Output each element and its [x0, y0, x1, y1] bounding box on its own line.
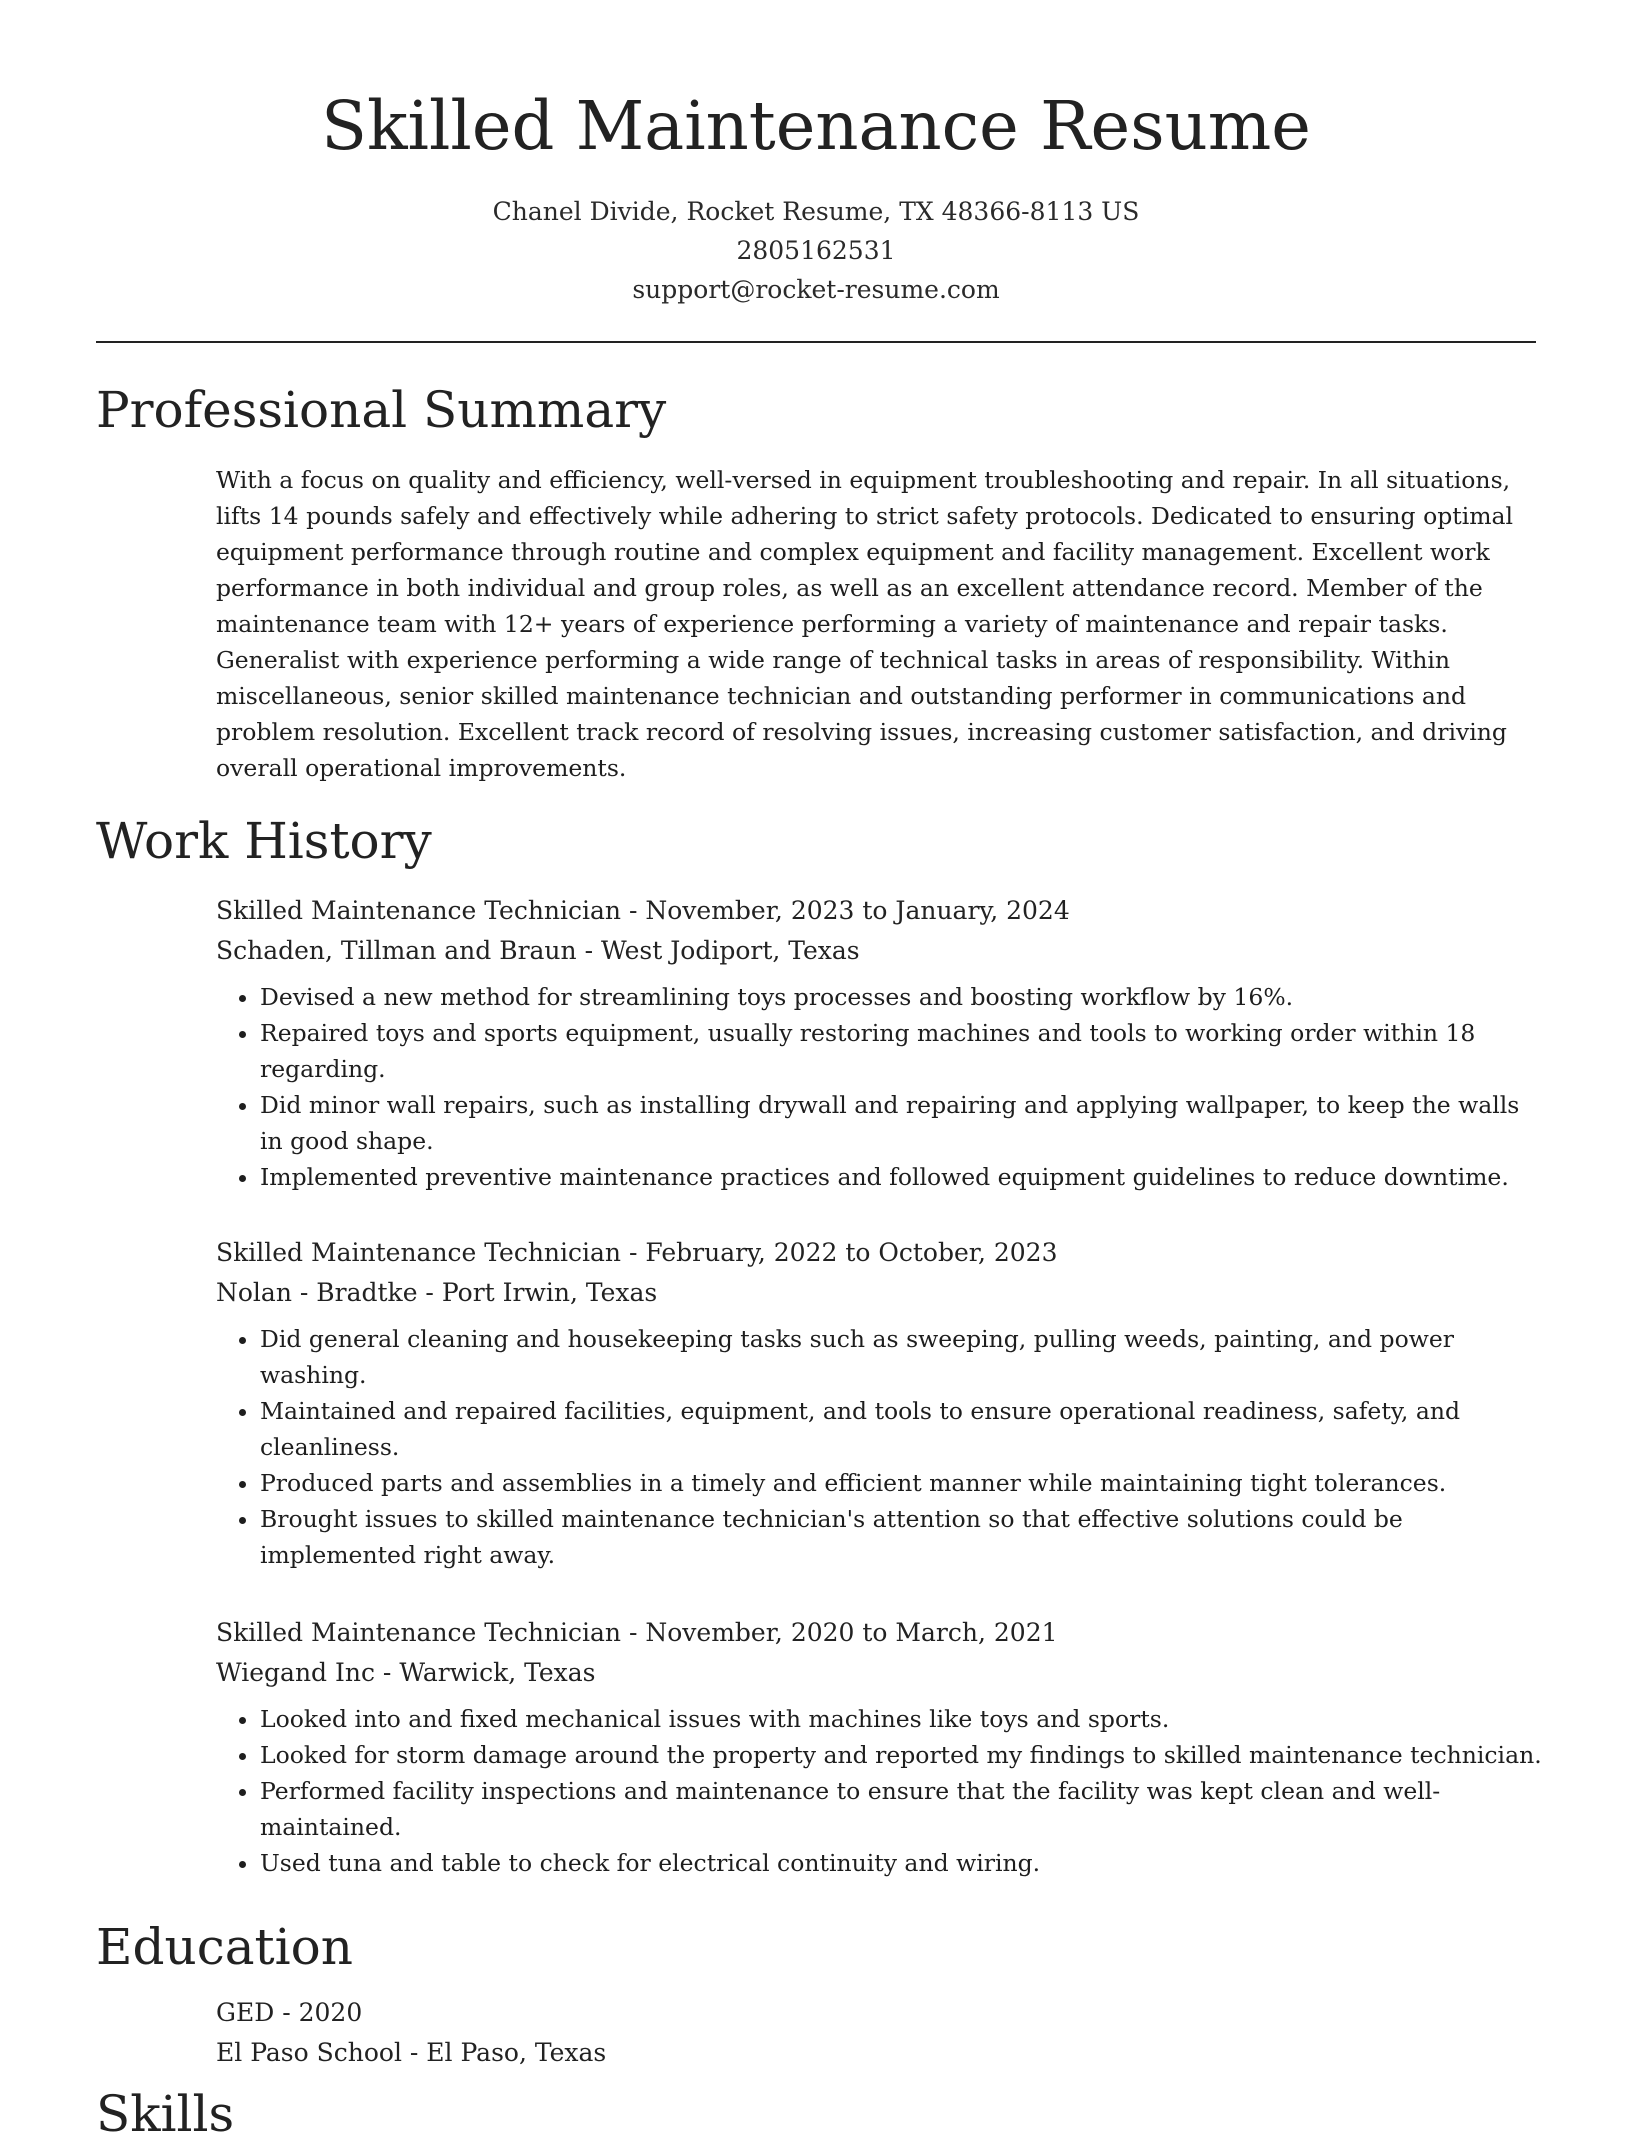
job-bullet: • Did general cleaning and housekeeping tasks such as sweeping, pulling weeds, painting, and power washing.: [260, 1321, 1546, 1393]
education-entry: [216, 1993, 1546, 2073]
job-bullet: • Used tuna and table to check for electrical continuity and wiring.: [260, 1845, 1546, 1881]
job-bullet: • Devised a new method for streamlining toys processes and boosting workflow by 16%.: [260, 979, 1546, 1015]
education-degree: GED - 2020: [216, 1998, 363, 2027]
job-entry: [216, 1613, 1546, 1881]
summary-text: With a focus on quality and efficiency, well-versed in equipment troubleshooting and repair. In all situations, lifts 14 pounds safely and effectively while adhering to strict safety protocols. Dedicated to ensuring optimal equipment performance through routine and complex equipment and facility management. Excellent work performance in both individual and group roles, as well as an excellent attendance record. Member of the maintenance team with 12+ years of experience performing a variety of maintenance and repair tasks. Generalist with experience performing a wide range of technical tasks in areas of responsibility. Within miscellaneous, senior skilled maintenance technician and outstanding performer in communications and problem resolution. Excellent track record of resolving issues, increasing customer satisfaction, and driving overall operational improvements.: [216, 466, 1514, 782]
contact-phone: 2805162531: [736, 236, 896, 265]
job-bullet: • Maintained and repaired facilities, equipment, and tools to ensure operational readiness, safety, and cleanliness.: [260, 1393, 1546, 1465]
job-bullet: • Implemented preventive maintenance practices and followed equipment guidelines to reduce downtime.: [260, 1159, 1546, 1195]
job-company-line: Schaden, Tillman and Braun - West Jodiport, Texas: [216, 936, 860, 965]
summary-heading: Professional Summary: [96, 381, 667, 439]
job-bullet: • Looked into and fixed mechanical issues with machines like toys and sports.: [260, 1701, 1546, 1737]
skills-heading: Skills: [96, 2085, 235, 2143]
contact-email: support@rocket-resume.com: [632, 275, 1000, 304]
contact-address: Chanel Divide, Rocket Resume, TX 48366-8113 US: [492, 197, 1140, 226]
job-bullet: • Performed facility inspections and maintenance to ensure that the facility was kept clean and well-maintained.: [260, 1773, 1546, 1845]
job-entry: [216, 891, 1546, 1195]
job-title-line: Skilled Maintenance Technician - February, 2022 to October, 2023: [216, 1238, 1058, 1267]
job-bullet: • Did minor wall repairs, such as installing drywall and repairing and applying wallpaper, to keep the walls in good shape.: [260, 1087, 1546, 1159]
job-company-line: Nolan - Bradtke - Port Irwin, Texas: [216, 1278, 658, 1307]
job-bullet: • Produced parts and assemblies in a timely and efficient manner while maintaining tight tolerances.: [260, 1465, 1546, 1501]
job-bullet-list: [216, 1321, 1546, 1573]
job-company-line: Wiegand Inc - Warwick, Texas: [216, 1658, 596, 1687]
job-title-line: Skilled Maintenance Technician - November, 2023 to January, 2024: [216, 896, 1070, 925]
header-divider: [96, 341, 1536, 343]
contact-block: [0, 192, 1632, 309]
job-bullet: • Repaired toys and sports equipment, usually restoring machines and tools to working order within 18 regarding.: [260, 1015, 1546, 1087]
work-history-heading: Work History: [96, 812, 432, 870]
resume-title: Skilled Maintenance Resume: [321, 87, 1311, 165]
job-bullet: • Looked for storm damage around the property and reported my findings to skilled maintenance technician.: [260, 1737, 1546, 1773]
job-entry: [216, 1233, 1546, 1573]
education-school: El Paso School - El Paso, Texas: [216, 2038, 607, 2067]
job-title-line: Skilled Maintenance Technician - November, 2020 to March, 2021: [216, 1618, 1058, 1647]
job-bullet-list: [216, 979, 1546, 1195]
job-bullet-list: [216, 1701, 1546, 1881]
summary-section: [216, 462, 1546, 786]
education-heading: Education: [96, 1918, 353, 1976]
job-bullet: • Brought issues to skilled maintenance technician's attention so that effective solutions could be implemented right away.: [260, 1501, 1546, 1573]
